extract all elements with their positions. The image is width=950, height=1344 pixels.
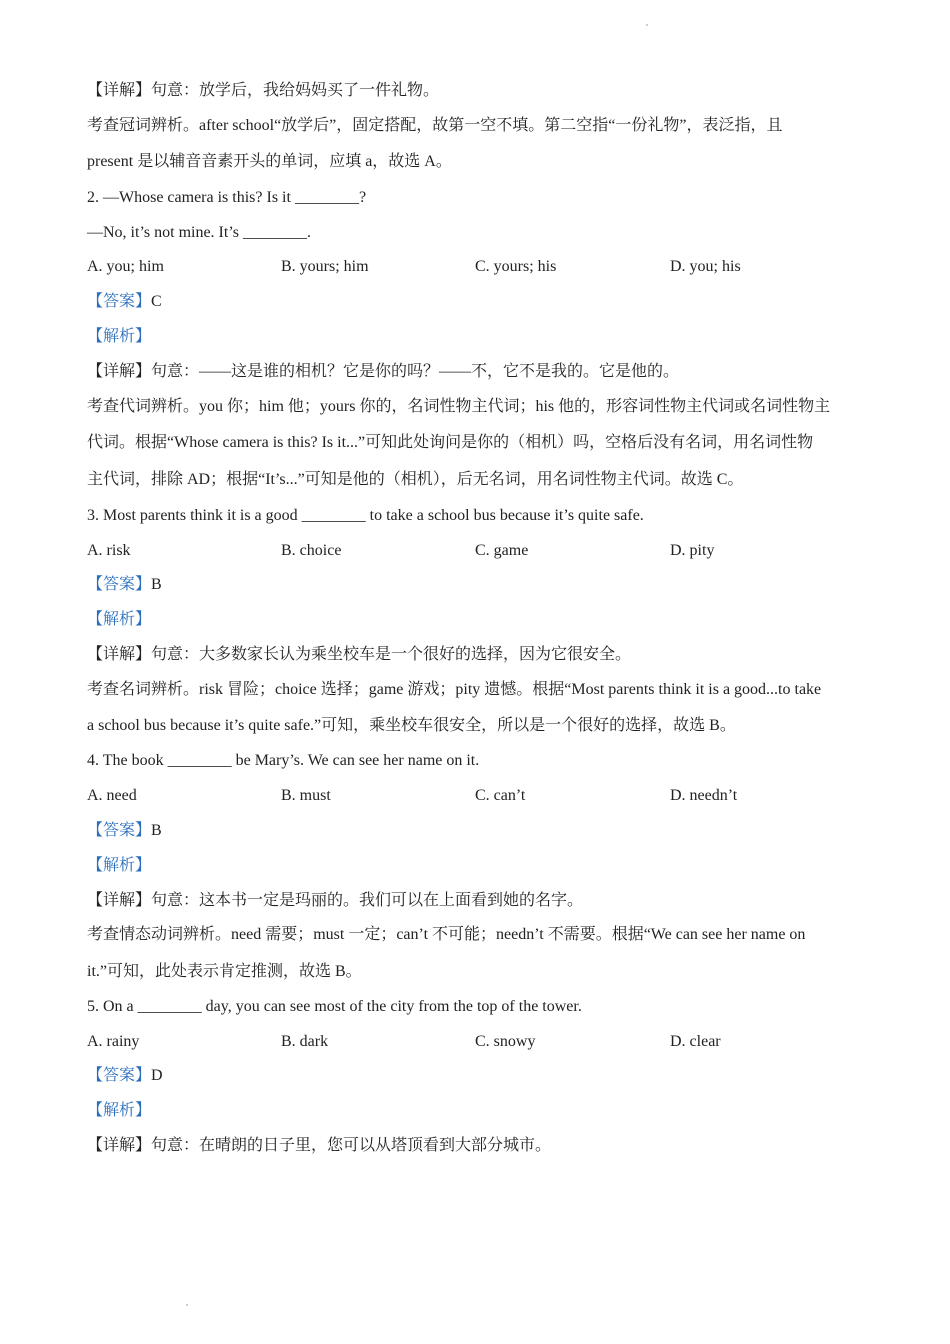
text-line: 考查情态动词辨析。need 需要；must 一定；can’t 不可能；needn’t 不需要。根据“We can see her name on bbox=[87, 926, 806, 943]
option-c: C. game bbox=[475, 542, 529, 559]
option-c: C. can’t bbox=[475, 787, 526, 804]
option-d: D. clear bbox=[670, 1033, 721, 1050]
text-line: 【详解】句意：这本书一定是玛丽的。我们可以在上面看到她的名字。 bbox=[87, 892, 584, 909]
page-mark bbox=[646, 24, 648, 26]
analysis-heading: 【解析】 bbox=[87, 611, 152, 628]
analysis-heading: 【解析】 bbox=[87, 1102, 152, 1119]
page-mark bbox=[186, 1304, 188, 1306]
answer-label: 【答案】 bbox=[87, 576, 152, 593]
answer-line bbox=[87, 821, 162, 841]
option-b: B. choice bbox=[281, 542, 342, 559]
answer-label: 【答案】 bbox=[87, 1067, 152, 1084]
text-line: —No, it’s not mine. It’s ________. bbox=[87, 224, 311, 241]
text-line: 考查名词辨析。risk 冒险；choice 选择；game 游戏；pity 遗憾。根据“Most parents think it is a good...to take bbox=[87, 681, 822, 698]
text-line: present 是以辅音音素开头的单词，应填 a，故选 A。 bbox=[87, 153, 452, 170]
text-line: 3. Most parents think it is a good ________ to take a school bus because it’s quite safe. bbox=[87, 507, 644, 524]
text-line: a school bus because it’s quite safe.”可知，乘坐校车很安全，所以是一个很好的选择，故选 B。 bbox=[87, 717, 736, 734]
text-line: 考查代词辨析。you 你；him 他；yours 你的，名词性物主代词；his 他的，形容词性物主代词或名词性物主 bbox=[87, 398, 831, 415]
text-line: 5. On a ________ day, you can see most of the city from the top of the tower. bbox=[87, 998, 582, 1015]
answer-value: B bbox=[151, 576, 162, 593]
text-line: 代词。根据“Whose camera is this? Is it...”可知此处询问是你的（相机）吗，空格后没有名词，用名词性物 bbox=[87, 434, 814, 451]
option-a: A. risk bbox=[87, 542, 131, 559]
option-b: B. dark bbox=[281, 1033, 329, 1050]
answer-line bbox=[87, 292, 162, 312]
analysis-heading: 【解析】 bbox=[87, 857, 152, 874]
text-line: it.”可知，此处表示肯定推测，故选 B。 bbox=[87, 963, 362, 980]
text-line: 考查冠词辨析。after school“放学后”，固定搭配，故第一空不填。第二空指“一份礼物”，表泛指，且 bbox=[87, 117, 783, 134]
option-d: D. pity bbox=[670, 542, 715, 559]
option-a: A. rainy bbox=[87, 1033, 140, 1050]
option-c: C. snowy bbox=[475, 1033, 536, 1050]
text-line: 2. —Whose camera is this? Is it ________? bbox=[87, 189, 367, 206]
text-line: 【详解】句意：——这是谁的相机？它是你的吗？——不，它不是我的。它是他的。 bbox=[87, 363, 680, 380]
answer-value: D bbox=[151, 1067, 163, 1084]
text-line: 4. The book ________ be Mary’s. We can see her name on it. bbox=[87, 752, 480, 769]
analysis-heading: 【解析】 bbox=[87, 328, 152, 345]
option-b: B. yours; him bbox=[281, 258, 369, 275]
answer-label: 【答案】 bbox=[87, 293, 152, 310]
text-line: 主代词，排除 AD；根据“It’s...”可知是他的（相机），后无名词，用名词性物主代词。故选 C。 bbox=[87, 471, 744, 488]
text-line: 【详解】句意：放学后，我给妈妈买了一件礼物。 bbox=[87, 82, 440, 99]
option-a: A. you; him bbox=[87, 258, 164, 275]
text-line: 【详解】句意：大多数家长认为乘坐校车是一个很好的选择，因为它很安全。 bbox=[87, 646, 632, 663]
answer-value: B bbox=[151, 822, 162, 839]
answer-line bbox=[87, 1066, 163, 1086]
option-c: C. yours; his bbox=[475, 258, 557, 275]
option-a: A. need bbox=[87, 787, 137, 804]
answer-value: C bbox=[151, 293, 162, 310]
option-d: D. you; his bbox=[670, 258, 741, 275]
text-line: 【详解】句意：在晴朗的日子里，您可以从塔顶看到大部分城市。 bbox=[87, 1137, 552, 1154]
option-d: D. needn’t bbox=[670, 787, 738, 804]
answer-label: 【答案】 bbox=[87, 822, 152, 839]
option-b: B. must bbox=[281, 787, 331, 804]
answer-line bbox=[87, 575, 162, 595]
